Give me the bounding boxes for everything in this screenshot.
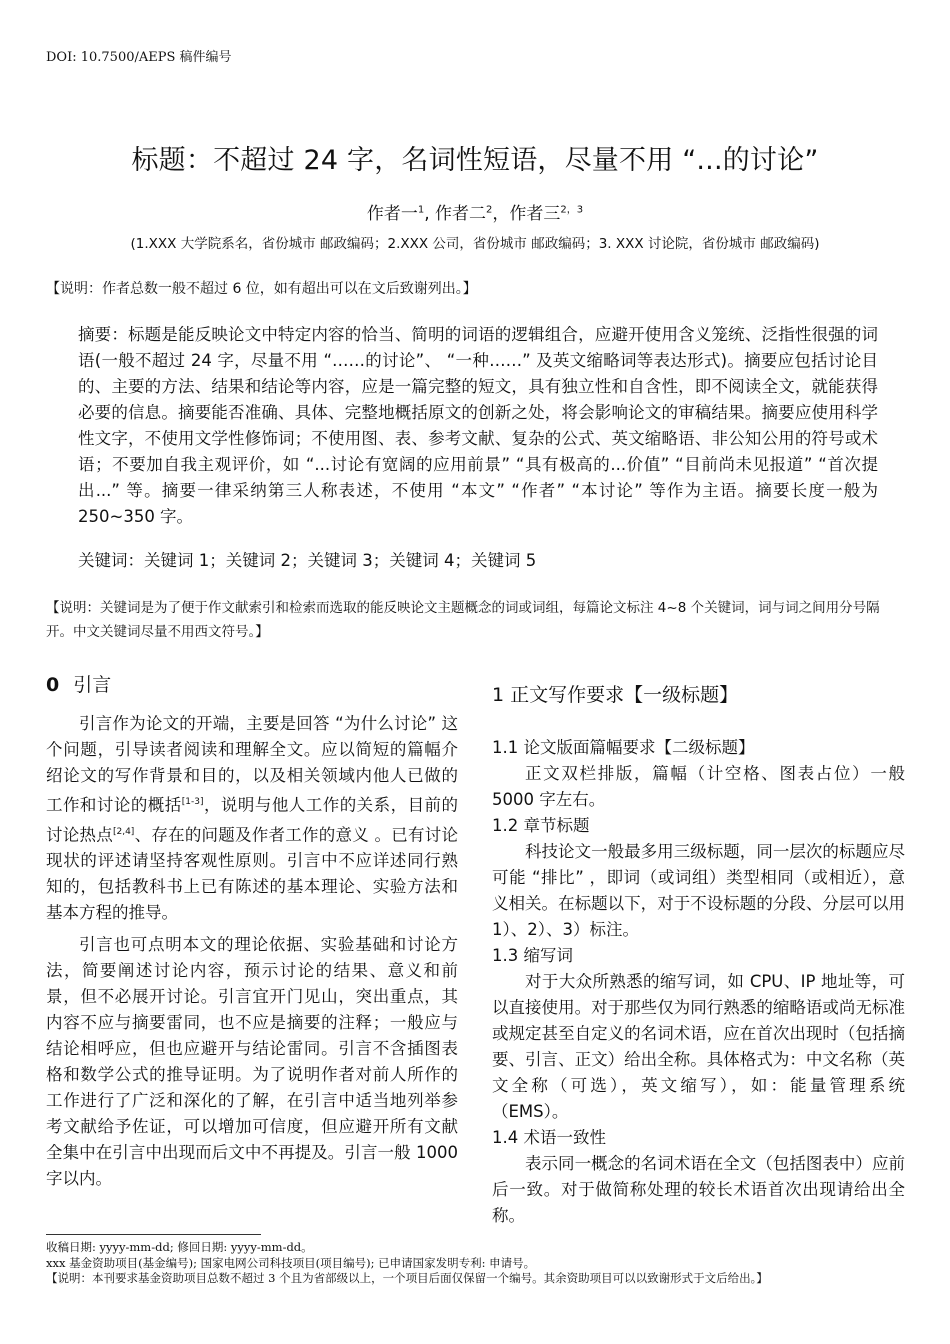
intro-paragraph-2: 引言也可点明本文的理论依据、实验基础和讨论方法，简要阐述讨论内容，预示讨论的结果、意义和前景，但不必展开讨论。引言宜开门见山，突出重点，其内容不应与摘要雷同，也不应是摘要的注释；一般应与结论相呼应，但也应避开与结论雷同。引言不含插图表格和数学公式的推导证明。为了说明作者对前人所作的工作进行了广泛和深化的了解，在引言中适当地列举参考文献给予佐证，可以增加可信度，但应避开所有文献全集中在引言中出现而后文中不再提及。引言一般 1000 字以内。 (46, 935, 458, 1188)
author-1-affil: 1 (417, 204, 425, 216)
author-separator: , (424, 204, 436, 224)
right-column (492, 680, 905, 1229)
subsection-heading-1-1: 1.1 论文版面篇幅要求【二级标题】 (492, 738, 755, 757)
author-list (0, 199, 950, 224)
author-separator: ， (492, 204, 510, 224)
footnote-funding: xxx 基金资助项目(基金编号); 国家电网公司科技项目(项目编号); 已申请国家发明专利: 申请号。 (46, 1256, 536, 1270)
section-number: 0 (46, 674, 60, 696)
author-3-affil: 2，3 (560, 204, 584, 216)
section-title: 引言 (73, 674, 112, 696)
subsection-1-2-body: 科技论文一般最多用三级标题，同一层次的标题应尽可能 “排比” ，即词（或词组）类型相同（或相近），意义相关。在标题以下，对于不设标题的分段、分层可以用 1）、2）、3）标注。 (492, 842, 905, 939)
author-note: 【说明：作者总数一般不超过 6 位，如有超出可以在文后致谢列出。】 (46, 281, 477, 297)
keywords: 关键词：关键词 1；关键词 2；关键词 3；关键词 4；关键词 5 (78, 551, 537, 570)
subsection-heading-1-2: 1.2 章节标题 (492, 816, 590, 835)
keywords-note: 【说明：关键词是为了便于作文献索引和检索而选取的能反映论文主题概念的词或词组，每篇论文标注 4~8 个关键词，词与词之间用分号隔开。中文关键词尽量不用西文符号。】 (46, 600, 880, 640)
subsection-1-1-body: 正文双栏排版，篇幅（计空格、图表占位）一般 5000 字左右。 (492, 764, 905, 809)
citation: [2,4] (112, 826, 135, 837)
citation: [1-3] (181, 797, 204, 807)
subsection-heading-1-3: 1.3 缩写词 (492, 946, 573, 965)
subsection-1-4-body: 表示同一概念的名词术语在全文（包括图表中）应前后一致。对于做简称处理的较长术语首次出现请给出全称。 (492, 1154, 905, 1225)
subsection-1-3-body: 对于大众所熟悉的缩写词，如 CPU、IP 地址等，可以直接使用。对于那些仅为同行熟悉的缩略语或尚无标准或规定甚至自定义的名词术语，应在首次出现时（包括摘要、引言、正文）给出全称。具体格式为：中文名称（英文全称（可选），英文缩写），如：能量管理系统（EMS）。 (492, 972, 905, 1121)
author-1: 作者一 (366, 204, 418, 224)
subsection-heading-1-4: 1.4 术语一致性 (492, 1128, 606, 1147)
footnote-divider (46, 1234, 261, 1235)
footnote-dates: 收稿日期: yyyy-mm-dd; 修回日期: yyyy-mm-dd。 (46, 1240, 313, 1254)
left-column (46, 670, 458, 1192)
doi-header: DOI: 10.7500/AEPS 稿件编号 (46, 50, 232, 65)
affiliations: (1.XXX 大学院系名，省份城市 邮政编码；2.XXX 公司，省份城市 邮政编码；3. XXX 讨论院，省份城市 邮政编码) (130, 236, 820, 252)
paper-title: 标题：不超过 24 字，名词性短语，尽量不用 “...的讨论” (131, 145, 819, 176)
author-2: 作者二 (435, 204, 487, 224)
section-heading-intro (46, 670, 458, 697)
intro-paragraph-1: 引言作为论文的开端，主要是回答 “为什么讨论” 这个问题，引导读者阅读和理解全文。应以简短的篇幅介绍论文的写作背景和目的，以及相关领域内他人已做的工作和讨论的概括[1-3]，说明与他人工作的关系，目前的讨论热点[2,4]、存在的问题及作者工作的意义 。已有讨论现状的评述请坚持客观性原则。引言中不应详述同行熟知的，包括教科书上已有陈述的基本理论、实验方法和基本方程的推导。 (46, 714, 459, 922)
section-heading-1: 1 正文写作要求【一级标题】 (492, 684, 739, 706)
author-3: 作者三 (509, 204, 561, 224)
abstract: 摘要：标题是能反映论文中特定内容的恰当、简明的词语的逻辑组合，应避开使用含义笼统、泛指性很强的词语(一般不超过 24 字，尽量不用 “……的讨论”、 “一种……” 及英文缩略词等表达形式)。摘要应包括讨论目的、主要的方法、结果和结论等内容，应是一篇完整的短文，具有独立性和自含性，即不阅读全文，就能获得必要的信息。摘要能否准确、具体、完整地概括原文的创新之处，将会影响论文的审稿结果。摘要应使用科学性文字，不使用文学性修饰词；不使用图、表、参考文献、复杂的公式、英文缩略语、非公知公用的符号或术语；不要加自我主观评价，如 “...讨论有宽阔的应用前景” “具有极高的...价值” “目前尚未见报道” “首次提出...” 等。摘要一律采纳第三人称表述，不使用 “本文” “作者” “本讨论” 等作为主语。摘要长度一般为 250~350 字。 (78, 325, 878, 526)
footnote-note: 【说明：本刊要求基金资助项目总数不超过 3 个且为省部级以上，一个项目后面仅保留一个编号。其余资助项目可以以致谢形式于文后给出。】 (46, 1271, 768, 1285)
author-2-affil: 2 (486, 204, 493, 216)
